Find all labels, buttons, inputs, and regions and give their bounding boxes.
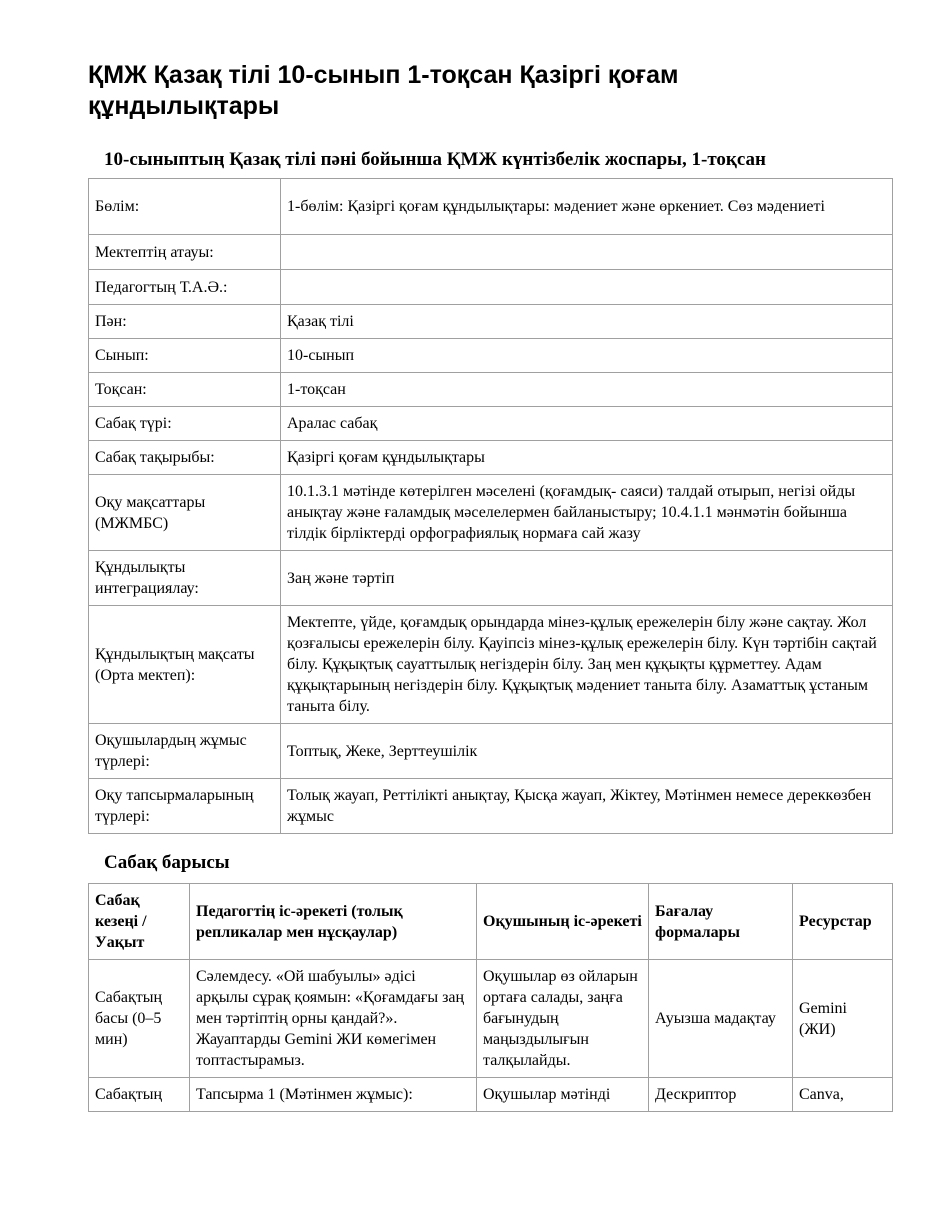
table-row bbox=[89, 960, 893, 1078]
lesson-progress-heading: Сабақ барысы bbox=[104, 852, 230, 873]
table-row bbox=[89, 339, 893, 373]
cell-assessment: Дескриптор bbox=[649, 1078, 793, 1112]
column-header-teacher: Педагогтің іс-әрекеті (толық репликалар мен нұсқаулар) bbox=[190, 884, 477, 960]
info-value: Мектепте, үйде, қоғамдық орындарда мінез-құлық ережелерін білу және сақтау. Жол қозғалысы ережелерін білу. Қауіпсіз мінез-құлық ережелерін білу. Күн тәртібін сақтай білу. Құқықтық сауаттылық негіздерін білу. Заң мен құқықты құрметтеу. Адам құқықтарының негіздерін білу. Құқықтық мәдениет таныта білу. Азаматтық ұстаным таныта білу. bbox=[281, 606, 893, 724]
info-key: Педагогтың Т.А.Ә.: bbox=[89, 270, 281, 305]
info-value: Қазіргі қоғам құндылықтары bbox=[281, 441, 893, 475]
plan-heading: 10-сыныптың Қазақ тілі пәні бойынша ҚМЖ күнтізбелік жоспары, 1-тоқсан bbox=[104, 149, 766, 170]
info-key: Оқушылардың жұмыс түрлері: bbox=[89, 724, 281, 779]
info-value: 1-тоқсан bbox=[281, 373, 893, 407]
lesson-info-table bbox=[88, 178, 893, 834]
info-value: Аралас сабақ bbox=[281, 407, 893, 441]
cell-resources: Canva, bbox=[793, 1078, 893, 1112]
info-value: 10.1.3.1 мәтінде көтерілген мәселені (қоғамдық- саяси) талдай отырып, негізі ойды анықтау және ғаламдық мәселелермен байланыстыру; 10.4.1.1 мәнмәтін бойынша тілдік бірліктерді орфографиялық нормаға сай жазу bbox=[281, 475, 893, 551]
info-value: Топтық, Жеке, Зерттеушілік bbox=[281, 724, 893, 779]
table-row bbox=[89, 441, 893, 475]
info-key: Пән: bbox=[89, 305, 281, 339]
cell-assessment: Ауызша мадақтау bbox=[649, 960, 793, 1078]
cell-stage: Сабақтың басы (0–5 мин) bbox=[89, 960, 190, 1078]
cell-teacher: Сәлемдесу. «Ой шабуылы» әдісі арқылы сұрақ қоямын: «Қоғамдағы заң мен тәртіптің орны қандай?». Жауаптарды Gemini ЖИ көмегімен топтастырамыз. bbox=[190, 960, 477, 1078]
column-header-student: Оқушының іс-әрекеті bbox=[477, 884, 649, 960]
cell-teacher: Тапсырма 1 (Мәтінмен жұмыс): bbox=[190, 1078, 477, 1112]
info-key: Тоқсан: bbox=[89, 373, 281, 407]
info-key: Оқу тапсырмаларының түрлері: bbox=[89, 779, 281, 834]
table-header-row bbox=[89, 884, 893, 960]
table-row bbox=[89, 551, 893, 606]
info-key: Бөлім: bbox=[89, 179, 281, 235]
info-value: 1-бөлім: Қазіргі қоғам құндылықтары: мәдениет және өркениет. Сөз мәдениеті bbox=[281, 179, 893, 235]
info-value bbox=[281, 235, 893, 270]
info-key: Сабақ тақырыбы: bbox=[89, 441, 281, 475]
table-row bbox=[89, 606, 893, 724]
table-row bbox=[89, 724, 893, 779]
table-row bbox=[89, 179, 893, 235]
table-row bbox=[89, 373, 893, 407]
info-key: Сынып: bbox=[89, 339, 281, 373]
info-value: Қазақ тілі bbox=[281, 305, 893, 339]
table-row bbox=[89, 1078, 893, 1112]
cell-stage: Сабақтың bbox=[89, 1078, 190, 1112]
document-title: ҚМЖ Қазақ тілі 10-сынып 1-тоқсан Қазіргі қоғам құндылықтары bbox=[88, 61, 679, 120]
lesson-progress-table bbox=[88, 883, 893, 1112]
cell-student: Оқушылар мәтінді bbox=[477, 1078, 649, 1112]
info-key: Мектептің атауы: bbox=[89, 235, 281, 270]
table-row bbox=[89, 235, 893, 270]
table-row bbox=[89, 270, 893, 305]
cell-resources: Gemini (ЖИ) bbox=[793, 960, 893, 1078]
document-page bbox=[88, 0, 893, 1112]
table-row bbox=[89, 475, 893, 551]
info-key: Сабақ түрі: bbox=[89, 407, 281, 441]
table-row bbox=[89, 407, 893, 441]
info-value bbox=[281, 270, 893, 305]
info-value: Толық жауап, Реттілікті анықтау, Қысқа жауап, Жіктеу, Мәтінмен немесе дереккөзбен жұмыс bbox=[281, 779, 893, 834]
info-key: Құндылықты интеграциялау: bbox=[89, 551, 281, 606]
info-value: Заң және тәртіп bbox=[281, 551, 893, 606]
info-key: Құндылықтың мақсаты (Орта мектеп): bbox=[89, 606, 281, 724]
table-row bbox=[89, 305, 893, 339]
column-header-stage: Сабақ кезеңі / Уақыт bbox=[89, 884, 190, 960]
cell-student: Оқушылар өз ойларын ортаға салады, заңға бағынудың маңыздылығын талқылайды. bbox=[477, 960, 649, 1078]
table-row bbox=[89, 779, 893, 834]
column-header-resources: Ресурстар bbox=[793, 884, 893, 960]
info-key: Оқу мақсаттары (МЖМБС) bbox=[89, 475, 281, 551]
column-header-assessment: Бағалау формалары bbox=[649, 884, 793, 960]
info-value: 10-сынып bbox=[281, 339, 893, 373]
